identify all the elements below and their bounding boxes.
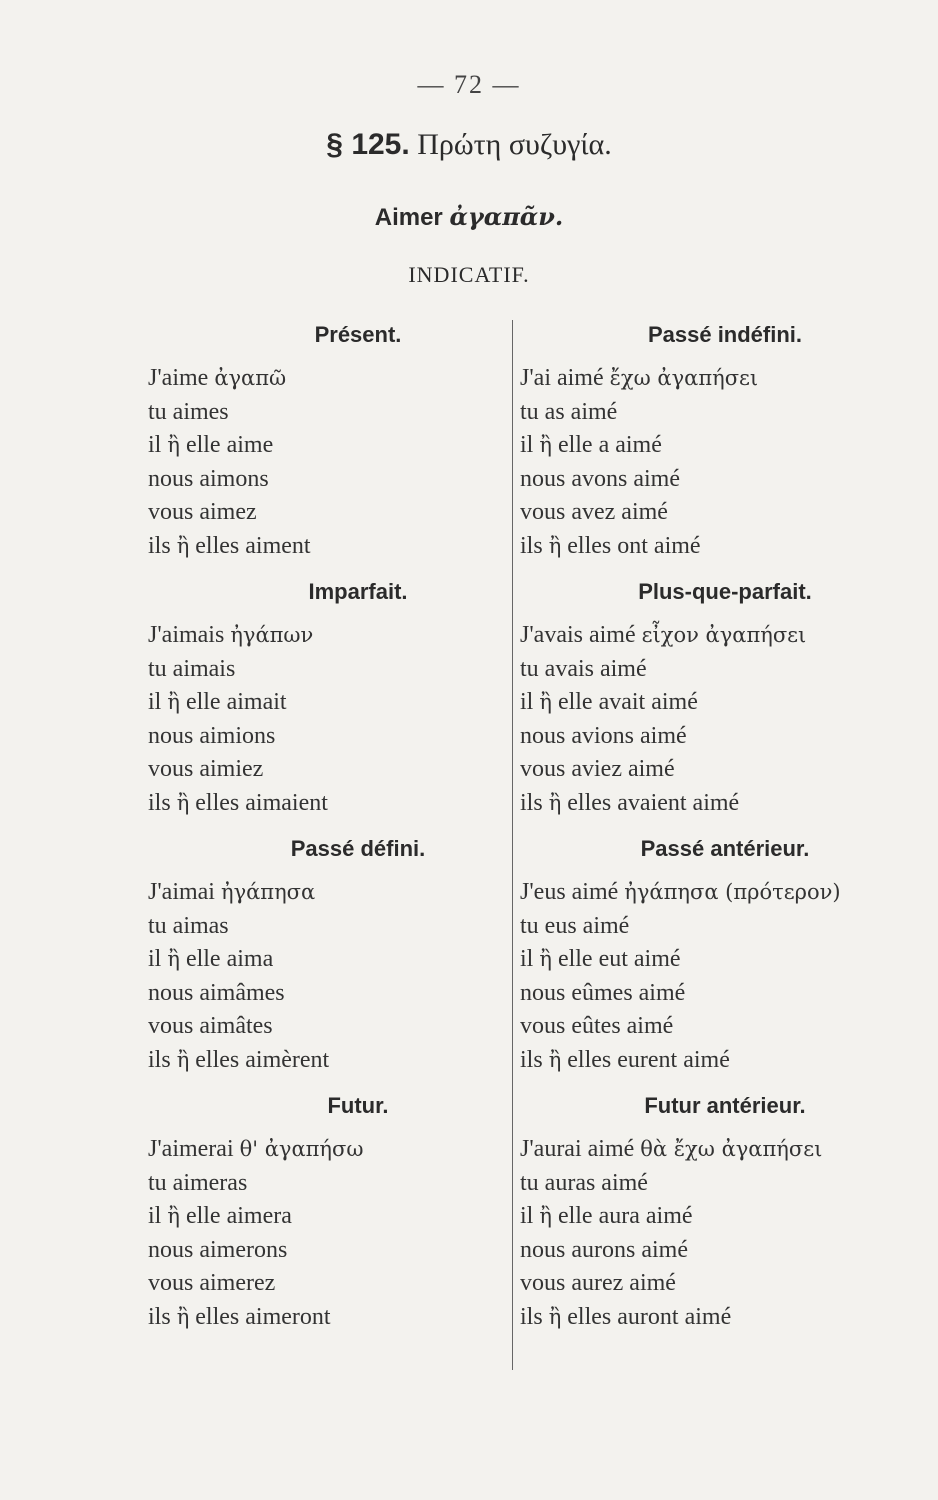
french-form: tu avais aimé [520,655,647,682]
conjugation-line [520,530,920,564]
greek-form: ἢ [167,947,180,971]
french-form: elles avaient aimé [567,789,740,816]
left-column [148,318,498,1346]
tense-title: Plus-que-parfait. [638,579,812,604]
conjugation-line [148,977,498,1011]
right-column [520,318,920,1346]
french-form: tu aimeras [148,1169,248,1196]
french-form: il [148,1203,162,1229]
french-form: elles ont aimé [567,532,701,559]
french-form: elle aimera [185,1203,292,1229]
french-form: nous avions aimé [520,722,687,749]
french-form: tu auras aimé [520,1169,648,1196]
french-form: elle eut aimé [557,946,681,972]
greek-form: ἢ [539,433,552,457]
greek-form: ἢ [548,1304,562,1329]
mood-heading: INDICATIF. [408,262,530,287]
french-form: nous aimâmes [148,979,285,1006]
conjugation-line [520,876,920,910]
conjugation-line [520,1133,920,1167]
greek-form: θ' ἀγαπήσω [239,1137,364,1161]
greek-form: ἢ [167,690,180,714]
french-form: ils [520,1303,543,1330]
greek-form: ἢ [539,947,552,971]
conjugation-line [148,753,498,787]
conjugation-line [520,910,920,944]
conjugation-line [148,910,498,944]
conjugation-line [520,753,920,787]
conjugation-line [520,429,920,463]
tense-block [520,1089,920,1346]
greek-form: ἠγάπησα [220,880,316,904]
french-form: J'ai aimé [520,365,604,391]
greek-form: ἢ [167,433,180,457]
conjugation-line [148,1200,498,1234]
greek-form: θὰ ἔχω ἀγαπήσει [640,1137,823,1161]
conjugation-line [148,429,498,463]
verb-french: Aimer [374,204,443,231]
greek-form: ἢ [539,690,552,714]
conjugation-line [520,1167,920,1201]
french-form: elles eurent aimé [567,1046,730,1073]
french-form: vous aviez aimé [520,756,675,782]
greek-form: ἢ [176,790,190,815]
conjugation-line [148,943,498,977]
french-form: vous eûtes aimé [520,1013,674,1039]
section-title: Πρώτη συζυγία. [417,128,612,161]
french-form: nous aimons [148,465,269,492]
greek-form: εἶχον ἀγαπήσει [641,623,807,647]
french-form: J'aimerai [148,1136,234,1162]
french-form: nous aimerons [148,1236,288,1263]
conjugation-line [520,1044,920,1078]
conjugation-line [148,720,498,754]
french-form: tu aimais [148,655,236,682]
greek-form: ἢ [539,1204,552,1228]
french-form: vous aurez aimé [520,1270,676,1296]
french-form: il [148,432,162,458]
french-form: nous aimions [148,722,276,749]
conjugation-line [148,1044,498,1078]
french-form: elles auront aimé [567,1303,732,1330]
french-form: ils [148,1046,171,1073]
conjugation-line [148,619,498,653]
french-form: vous avez aimé [520,499,668,525]
tense-title: Passé antérieur. [640,836,810,861]
greek-form: ἢ [176,533,190,558]
conjugation-line [520,1267,920,1301]
french-form: tu aimes [148,398,229,425]
tense-title: Futur antérieur. [644,1093,806,1118]
french-form: vous aimiez [148,756,264,782]
conjugation-line [520,396,920,430]
french-form: tu aimas [148,912,229,939]
conjugation-line [520,787,920,821]
french-form: J'aurai aimé [520,1136,635,1162]
conjugation-line [520,496,920,530]
french-form: elle aura aimé [557,1203,693,1229]
conjugation-line [148,787,498,821]
conjugation-line [148,1301,498,1335]
french-form: J'aime [148,365,209,391]
conjugation-line [520,1010,920,1044]
conjugation-line [520,943,920,977]
verb-heading [0,202,938,232]
conjugation-line [148,530,498,564]
conjugation-line [148,362,498,396]
conjugation-line [520,619,920,653]
french-form: ils [148,1303,171,1330]
greek-form: ἢ [548,790,562,815]
french-form: elles aimèrent [195,1046,330,1073]
conjugation-line [520,362,920,396]
french-form: il [520,946,534,972]
page-number: — 72 — [417,70,521,99]
french-form: il [148,946,162,972]
greek-form: ἀγαπῶ [214,366,287,390]
french-form: J'avais aimé [520,622,636,648]
french-form: elle aime [185,432,274,458]
conjugation-line [520,653,920,687]
tense-block [520,832,920,1089]
french-form: tu as aimé [520,398,618,425]
conjugation-line [148,463,498,497]
conjugation-line [148,686,498,720]
section-number: § 125. [326,128,410,161]
french-form: elles aimaient [195,789,328,816]
french-form: ils [520,1046,543,1073]
conjugation-line [520,1200,920,1234]
tense-title: Futur. [327,1093,389,1118]
tense-block [148,575,498,832]
section-heading [0,128,938,162]
french-form: elle avait aimé [557,689,698,715]
greek-form: ἢ [548,533,562,558]
french-form: elle aima [185,946,274,972]
conjugation-line [148,1267,498,1301]
conjugation-line [148,1010,498,1044]
greek-form: ἢ [176,1047,190,1072]
french-form: tu eus aimé [520,912,630,939]
tense-block [148,318,498,575]
conjugation-line [520,463,920,497]
conjugation-line [520,1301,920,1335]
tense-title: Imparfait. [308,579,408,604]
french-form: elle aimait [185,689,287,715]
conjugation-line [520,1234,920,1268]
french-form: il [148,689,162,715]
greek-form: ἢ [548,1047,562,1072]
french-form: J'aimai [148,879,215,905]
french-form: nous avons aimé [520,465,680,492]
conjugation-line [148,653,498,687]
conjugation-line [520,720,920,754]
conjugation-line [148,1234,498,1268]
tense-title: Passé indéfini. [647,322,803,347]
conjugation-line [148,496,498,530]
french-form: il [520,689,534,715]
greek-form: ἢ [167,1204,180,1228]
tense-block [148,832,498,1089]
french-form: nous eûmes aimé [520,979,686,1006]
french-form: J'eus aimé [520,879,619,905]
french-form: vous aimez [148,499,257,525]
french-form: il [520,1203,534,1229]
greek-form: ἔχω ἀγαπήσει [609,366,759,390]
conjugation-line [148,396,498,430]
conjugation-line [520,686,920,720]
french-form: elles aimeront [195,1303,331,1330]
tense-block [148,1089,498,1346]
conjugation-line [148,1133,498,1167]
french-form: nous aurons aimé [520,1236,688,1263]
french-form: J'aimais [148,622,225,648]
greek-form: ἠγάπησα (πρότερον) [624,880,841,904]
conjugation-line [520,977,920,1011]
conjugation-line [148,876,498,910]
greek-form: ἠγάπων [230,623,314,647]
greek-form: ἢ [176,1304,190,1329]
tense-title: Présent. [314,322,402,347]
tense-block [520,575,920,832]
verb-greek: ἀγαπᾶν. [449,202,564,231]
french-form: vous aimerez [148,1270,276,1296]
french-form: vous aimâtes [148,1013,273,1039]
french-form: elles aiment [195,532,311,559]
french-form: ils [520,789,543,816]
french-form: elle a aimé [557,432,662,458]
tense-block [520,318,920,575]
column-divider [512,320,513,1370]
french-form: il [520,432,534,458]
conjugation-line [148,1167,498,1201]
french-form: ils [148,532,171,559]
french-form: ils [148,789,171,816]
tense-title: Passé défini. [290,836,426,861]
french-form: ils [520,532,543,559]
